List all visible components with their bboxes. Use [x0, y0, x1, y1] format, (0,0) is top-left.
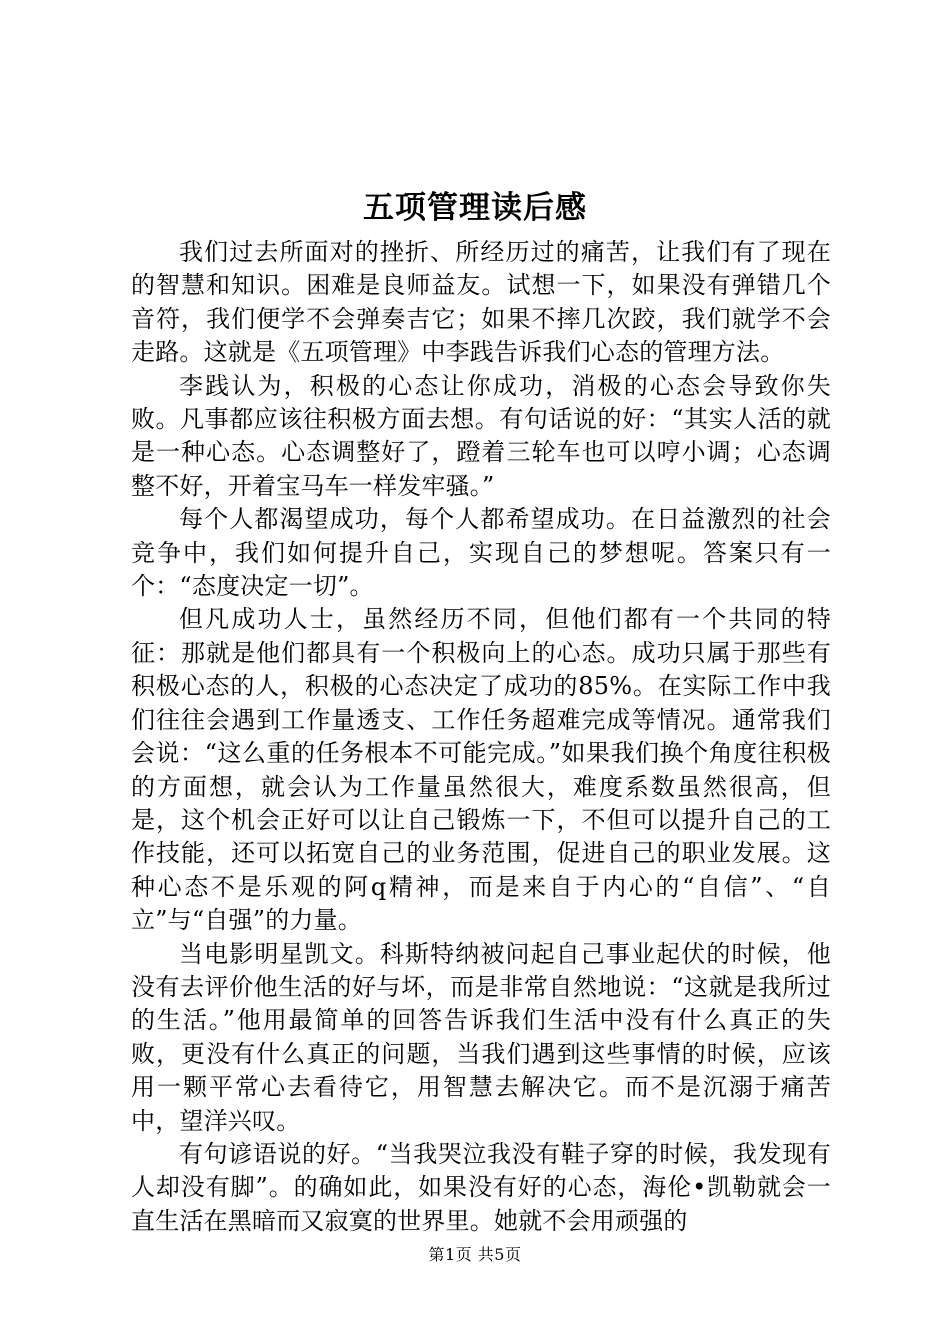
document-title: 五项管理读后感	[363, 190, 587, 226]
page-footer: 第1页 共5页	[428, 1245, 522, 1264]
paragraph-1: 我们过去所面对的挫折、所经历过的痛苦，让我们有了现在的智慧和知识。困难是良师益友。试想一下，如果没有弹错几个音符，我们便学不会弹奏吉它；如果不摔几次跤，我们就学不会走路。这就是《五项管理》中李践告诉我们心态的管理方法。	[131, 238, 831, 367]
paragraph-3: 每个人都渴望成功，每个人都希望成功。在日益激烈的社会竞争中，我们如何提升自己，实现自己的梦想呢。答案只有一个：“态度决定一切”。	[131, 505, 831, 601]
paragraph-2: 李践认为，积极的心态让你成功，消极的心态会导致你失败。凡事都应该往积极方面去想。有句话说的好：“其实人活的就是一种心态。心态调整好了，蹬着三轮车也可以哼小调；心态调整不好，开着宝马车一样发牢骚。”	[131, 371, 831, 500]
paragraph-6: 有句谚语说的好。“当我哭泣我没有鞋子穿的时候，我发现有人却没有脚”。的确如此，如果没有好的心态，海伦•凯勒就会一直生活在黑暗而又寂寞的世界里。她就不会用顽强的	[131, 1139, 831, 1235]
paragraph-5: 当电影明星凯文。科斯特纳被问起自己事业起伏的时候，他没有去评价他生活的好与坏，而是非常自然地说：“这就是我所过的生活。”他用最简单的回答告诉我们生活中没有什么真正的失败，更没有什么真正的问题，当我们遇到这些事情的时候，应该用一颗平常心去看待它，用智慧去解决它。而不是沉溺于痛苦中，望洋兴叹。	[131, 939, 831, 1135]
paragraph-4: 但凡成功人士，虽然经历不同，但他们都有一个共同的特征：那就是他们都具有一个积极向上的心态。成功只属于那些有积极心态的人，积极的心态决定了成功的85%。在实际工作中我们往往会遇到工作量透支、工作任务超难完成等情况。通常我们会说：“这么重的任务根本不可能完成。”如果我们换个角度往积极的方面想，就会认为工作量虽然很大，难度系数虽然很高，但是，这个机会正好可以让自己锻炼一下，不但可以提升自己的工作技能，还可以拓宽自己的业务范围，促进自己的职业发展。这种心态不是乐观的阿q精神，而是来自于内心的“自信”、“自立”与“自强”的力量。	[131, 605, 831, 935]
document-body	[131, 236, 831, 1238]
